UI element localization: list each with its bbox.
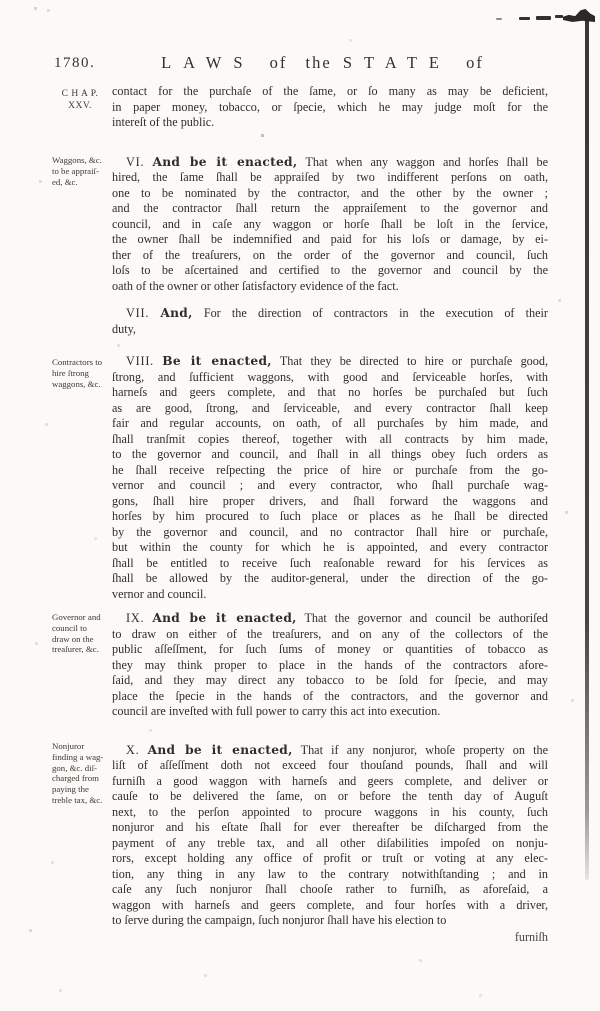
margin-note-line: Contractors to xyxy=(52,357,103,367)
margin-note-line: draw on the xyxy=(52,633,94,644)
text-line xyxy=(112,354,548,370)
section-number: X. xyxy=(126,742,140,757)
paragraph-section-x xyxy=(112,743,548,929)
text-line: duty, xyxy=(112,321,136,336)
enacting-phrase: And be it enacted, xyxy=(147,742,293,757)
first-line-text: That the governor and council be authoriſed xyxy=(304,611,549,625)
text-line: next, to the perſon appointed to procure waggons in his county, ſuch xyxy=(112,804,548,819)
first-line-text: For the direction of contractors in the execution of their xyxy=(203,306,548,320)
title-word-the: the xyxy=(305,53,332,72)
text-line: place the ſpecie in the hands of the contractors, and the governor and xyxy=(112,688,548,703)
margin-note-chapter xyxy=(55,88,105,112)
ink-smudge xyxy=(519,17,530,20)
paragraph-continuation xyxy=(112,84,548,131)
margin-note-nonjuror xyxy=(52,741,116,806)
margin-note-line: to be appraiſ- xyxy=(52,165,99,176)
enacting-phrase: And be it enacted, xyxy=(152,154,298,169)
paragraph-section-vii xyxy=(112,306,548,337)
paragraph-section-viii xyxy=(112,354,548,602)
text-line: ther of the treaſurers, on the order of the governor and council, ſuch xyxy=(112,247,548,262)
margin-note-line: Governor and xyxy=(52,612,101,622)
margin-note-line: ed, &c. xyxy=(52,176,78,187)
text-line: loſs to be aſcertained and certified to the governor and council by the xyxy=(112,263,548,277)
margin-note-line: Waggons, &c. xyxy=(52,155,102,165)
ink-smudge xyxy=(555,15,563,18)
margin-note-line: hire ſtrong xyxy=(52,367,89,378)
text-line: waggon with harneſs and geers complete, and four horſes with a driver, xyxy=(112,897,548,912)
paragraph-section-ix xyxy=(112,611,548,720)
title-word-state: STATE xyxy=(342,53,452,72)
text-line: council are inveſted with full power to carry this act into execution. xyxy=(112,704,441,718)
section-number: VII. xyxy=(126,306,150,320)
first-line-text: That they be directed to hire or purchaſe good, xyxy=(279,354,548,368)
text-line: but within the county for which he is appointed, and every contractor xyxy=(112,540,548,554)
title-word-of: of xyxy=(269,53,288,72)
margin-note-line: treaſurer, &c. xyxy=(52,644,99,655)
text-line: by the governor and council, and no contractor ſhall hire or purchaſe, xyxy=(112,524,548,539)
page-year: 1780. xyxy=(54,55,96,71)
text-line: oath of the owner or other ſatisfactory evidence of the fact. xyxy=(112,278,399,293)
paragraph-section-vi xyxy=(112,155,548,295)
enacting-phrase: Be it enacted, xyxy=(162,354,272,368)
title-word-of2: of xyxy=(466,53,484,72)
ink-smudge xyxy=(536,16,551,20)
text-line: gons, ſhall hire proper drivers, and ſhall forward the waggons and xyxy=(112,493,548,508)
text-line: fair and regular accounts, on oath, of all purchaſes by him made, and xyxy=(112,416,548,430)
enacting-phrase: And be it enacted, xyxy=(152,611,297,625)
text-line: in paper money, tobacco, or ſpecie, which he may judge moſt for the xyxy=(112,99,548,114)
scan-noise-specks xyxy=(0,0,1,1)
text-line: caſe any ſuch nonjuror ſhall chooſe rather to furniſh, as aforeſaid, a xyxy=(112,882,548,896)
text-line: payment of any treble tax, and all other diſabilities impoſed on nonju- xyxy=(112,835,548,850)
text-line: harneſs and geers complete, and that no horſes be purchaſed but ſuch xyxy=(112,385,548,399)
text-line xyxy=(112,155,548,171)
first-line-text: That if any nonjuror, whoſe property on the xyxy=(300,742,548,757)
text-line xyxy=(112,611,548,627)
text-line: to draw on either of the treaſurers, and on any of the collectors of the xyxy=(112,626,548,641)
text-line: to the governor and council, and ſhall in all things obey ſuch orders as xyxy=(112,447,548,461)
text-line: to ſerve during the campaign, ſuch nonjuror ſhall have his election to xyxy=(112,913,447,927)
margin-note-contractors xyxy=(52,357,116,389)
margin-note-line: waggons, &c. xyxy=(52,378,101,389)
margin-note-line: paying the xyxy=(52,784,89,795)
margin-note-governor xyxy=(52,612,116,655)
ink-smudge xyxy=(496,18,502,20)
margin-note-line: gon, &c. diſ- xyxy=(52,762,97,773)
text-line: furniſh a good waggon with harneſs and geers complete, and deliver or xyxy=(112,773,548,788)
text-line: ſhall tranſmit copies thereof, together with all contracts by him made, xyxy=(112,431,548,446)
margin-note-line: C H A P. xyxy=(61,89,99,99)
text-line: vernor and council ; and every contractor, who ſhall purchaſe wag- xyxy=(112,478,548,492)
text-line: and the contractor ſhall return the appraiſement to the governor and xyxy=(112,201,548,215)
margin-note-line: Nonjuror xyxy=(52,741,85,751)
text-line: they may think proper to place in the hands of the contractors afore- xyxy=(112,657,548,672)
catchword: furniſh xyxy=(514,929,548,944)
text-line: tion, any thing in any law to the contrary notwithſtanding ; and in xyxy=(112,866,548,881)
margin-note-line: XXV. xyxy=(68,101,92,111)
text-line: hired, the ſame ſhall be appraiſed by two indifferent perſons on oath, xyxy=(112,170,548,184)
text-line: liſt of aſſeſſment doth not exceed four thouſand pounds, ſhall and will xyxy=(112,758,548,772)
text-line: the owner ſhall be indemnified and paid for his loſs or damage, by ei- xyxy=(112,232,548,246)
text-line: contact for the purchaſe of the ſame, or ſo many as may be deficient, xyxy=(112,84,548,98)
text-line: he ſhall receive reſpecting the price of hire or purchaſe from the go- xyxy=(112,462,548,477)
text-line: ſtrong, and ſufficient waggons, with good and ſerviceable horſes, with xyxy=(112,369,548,384)
title-word-laws: LAWS xyxy=(161,53,255,72)
running-title xyxy=(0,53,600,73)
section-number: IX. xyxy=(126,611,145,625)
text-line: rors, except holding any office of profit or truſt or voting at any elec- xyxy=(112,851,548,865)
first-line-text: That when any waggon and horſes ſhall be xyxy=(305,154,549,169)
margin-note-line: council to xyxy=(52,622,87,633)
text-line: as are good, ſtrong, and ſerviceable, and every contractor ſhall keep xyxy=(112,400,548,415)
margin-note-line: finding a wag- xyxy=(52,751,104,762)
text-line: ſhall be allowed by the auditor-general, under the direction of the go- xyxy=(112,571,548,585)
text-line: ſhall be entitled to receive ſuch reaſonable reward for his ſervices as xyxy=(112,555,548,570)
text-line: intereſt of the public. xyxy=(112,115,215,129)
text-line xyxy=(112,306,548,322)
text-line: ſaid, and they may direct any tobacco to be ſold for ſpecie, and may xyxy=(112,673,548,687)
binding-edge-line xyxy=(585,18,589,880)
body-text-column xyxy=(112,84,548,945)
section-number: VI. xyxy=(126,154,145,169)
margin-note-waggons xyxy=(52,155,116,187)
enacting-phrase: And, xyxy=(160,306,193,320)
text-line: cauſe to be delivered the ſame, on or before the tenth day of Auguſt xyxy=(112,789,548,803)
margin-note-line: charged from xyxy=(52,773,99,784)
text-line: one to be nominated by the contractor, and the other by the owner ; xyxy=(112,185,548,200)
text-line: nonjuror and his eſtate ſhall for ever thereafter be diſcharged from the xyxy=(112,820,548,834)
margin-note-line: treble tax, &c. xyxy=(52,794,103,805)
binding-edge-blot xyxy=(563,9,595,22)
text-line: public aſſeſſment, for ſuch ſums of money or quantities of tobacco as xyxy=(112,642,548,656)
text-line xyxy=(112,743,548,759)
text-line: council, and in caſe any waggon or horſe ſhall be loſt in the ſervice, xyxy=(112,216,548,231)
text-line: vernor and council. xyxy=(112,586,207,601)
text-line: horſes by him procured to ſuch place or places as he ſhall be directed xyxy=(112,509,548,523)
section-number: VIII. xyxy=(126,354,155,368)
